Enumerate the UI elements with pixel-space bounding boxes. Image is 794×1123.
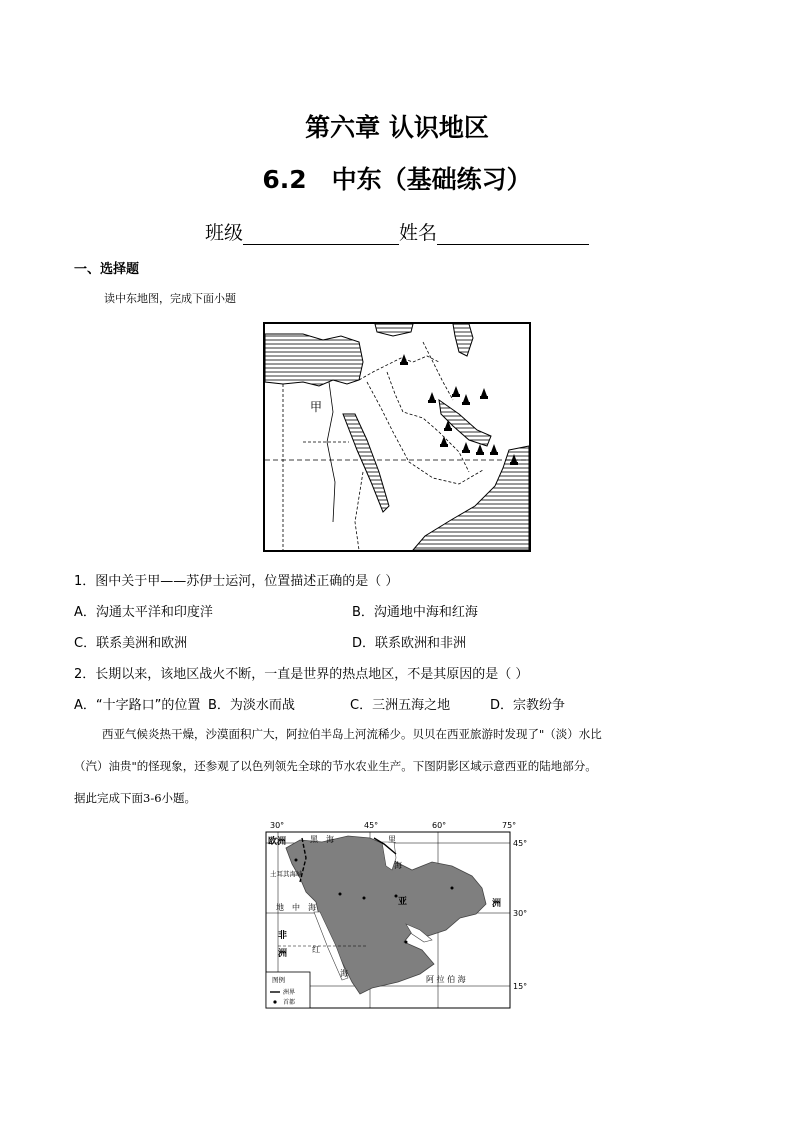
- q2-option-d[interactable]: D．宗教纷争: [490, 698, 566, 713]
- q1-option-a[interactable]: A．沟通太平洋和印度洋: [74, 605, 213, 620]
- class-name-line: [0, 218, 794, 245]
- label-strait: 土耳其海峡: [270, 870, 303, 878]
- q1-option-d[interactable]: D．联系欧洲和非洲: [352, 636, 467, 651]
- lon-label-60: 60°: [432, 821, 447, 830]
- passage-line-1: 西亚气候炎热干燥，沙漠面积广大，阿拉伯半岛上河流稀少。贝贝在西亚旅游时发现了"（淡）水比: [102, 727, 602, 741]
- lat-label-45: 45°: [513, 839, 528, 848]
- label-asia-2: 洲: [492, 899, 502, 909]
- lon-label-45: 45°: [364, 821, 379, 830]
- q1-option-c[interactable]: C．联系美洲和欧洲: [74, 636, 188, 651]
- lat-label-15: 15°: [513, 982, 528, 991]
- label-asia-1: 亚: [398, 897, 408, 907]
- lat-label-30: 30°: [513, 909, 528, 918]
- label-red-2: 海: [340, 969, 348, 978]
- passage-line-2: （汽）油贵"的怪现象，还参观了以色列领先全球的节水农业生产。下图阴影区域示意西亚的陆地部分。: [74, 759, 597, 773]
- name-blank[interactable]: [437, 224, 589, 245]
- middle-east-map: [263, 322, 531, 552]
- section-intro: 读中东地图，完成下面小题: [104, 292, 236, 305]
- legend-capital-dot-icon: [273, 1000, 276, 1003]
- label-europe: 欧洲: [268, 837, 287, 847]
- lesson-title: 6.2 中东（基础练习）: [262, 165, 532, 194]
- label-med-3: 海: [308, 903, 316, 912]
- q2-option-b[interactable]: B．为淡水而战: [208, 698, 295, 713]
- passage-line-3: 据此完成下面3-6小题。: [74, 791, 197, 805]
- legend-border: 洲界: [283, 989, 296, 996]
- label-red-1: 红: [312, 945, 320, 954]
- q2-option-a[interactable]: A．“十字路口”的位置: [74, 698, 201, 713]
- label-caspian: 里: [388, 835, 396, 844]
- legend-title: 图例: [272, 976, 285, 984]
- lon-label-30: 30°: [270, 821, 285, 830]
- label-africa-2: 洲: [278, 949, 288, 959]
- label-caspian-2: 海: [394, 861, 402, 870]
- label-black-sea: 黑 海: [310, 835, 334, 844]
- label-africa-1: 非: [278, 931, 288, 941]
- question-2-stem: 2．长期以来，该地区战火不断，一直是世界的热点地区，不是其原因的是（ ）: [74, 667, 529, 682]
- lon-label-75: 75°: [502, 821, 517, 830]
- q1-option-b[interactable]: B．沟通地中海和红海: [352, 605, 478, 620]
- q2-option-c[interactable]: C．三洲五海之地: [350, 698, 451, 713]
- question-1-stem: 1．图中关于甲——苏伊士运河，位置描述正确的是（ ）: [74, 574, 399, 589]
- class-blank[interactable]: [243, 224, 399, 245]
- name-label: 姓名: [399, 222, 438, 244]
- label-med-2: 中: [292, 903, 300, 912]
- label-jia: 甲: [310, 400, 323, 414]
- class-label: 班级: [204, 222, 243, 244]
- label-arabian-sea: 阿 拉 伯 海: [426, 975, 466, 984]
- west-asia-map: [256, 818, 534, 1014]
- label-med-1: 地: [276, 903, 284, 912]
- legend-capital: 首都: [283, 999, 296, 1006]
- section-heading: 一、选择题: [74, 262, 140, 277]
- chapter-title: 第六章 认识地区: [305, 113, 489, 142]
